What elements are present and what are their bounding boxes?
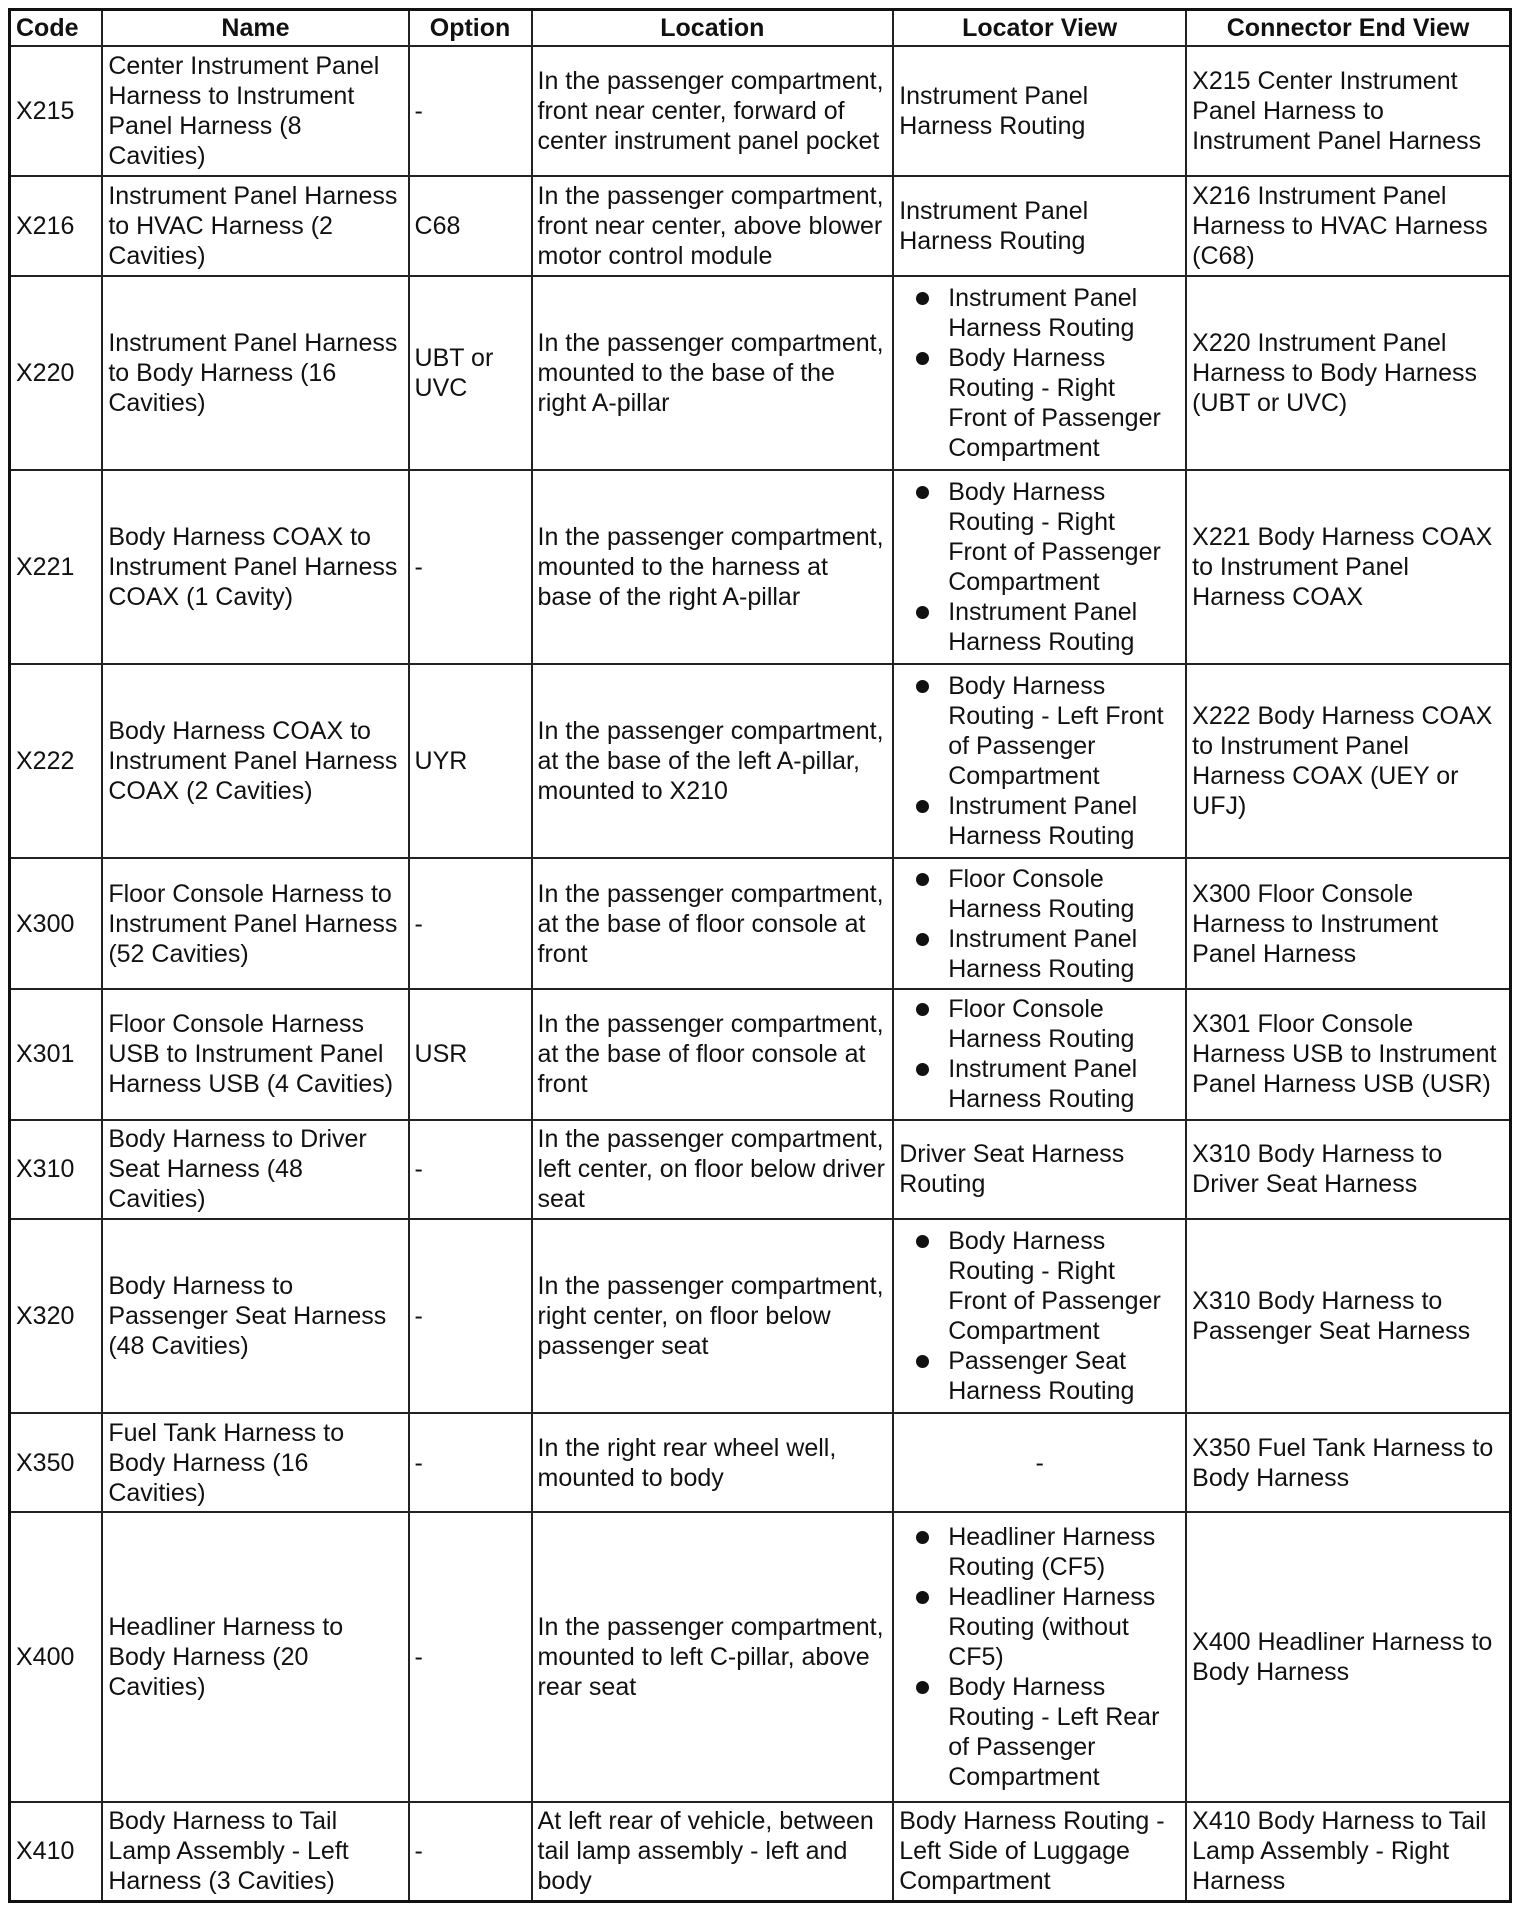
cell-name: Instrument Panel Harness to HVAC Harness (2 Cavities) [102, 176, 408, 275]
cell-name: Center Instrument Panel Harness to Instrument Panel Harness (8 Cavities) [102, 46, 408, 177]
cell-locator-view: - [893, 1413, 1186, 1512]
header-code: Code [10, 10, 103, 46]
locator-view-item [899, 1346, 1180, 1406]
bullet-icon [916, 800, 929, 813]
cell-code: X350 [10, 1413, 103, 1512]
cell-locator-view [893, 989, 1186, 1120]
locator-view-text: Floor Console Harness Routing [948, 995, 1135, 1054]
locator-view-text: Body Harness Routing - Right Front of Passenger Compartment [948, 343, 1161, 462]
locator-view-item [899, 1582, 1180, 1672]
bullet-icon [916, 352, 929, 365]
bullet-icon [916, 1235, 929, 1248]
locator-view-text: Instrument Panel Harness Routing [948, 597, 1138, 656]
locator-view-text: Floor Console Harness Routing [948, 864, 1135, 923]
cell-location: In the passenger compartment, left center, on floor below driver seat [532, 1120, 894, 1219]
bullet-icon [916, 486, 929, 499]
locator-view-item [899, 1672, 1180, 1792]
cell-name: Body Harness to Driver Seat Harness (48 Cavities) [102, 1120, 408, 1219]
locator-view-item [899, 671, 1180, 791]
table-row [10, 176, 1511, 275]
cell-locator-view [893, 1219, 1186, 1413]
locator-view-text: Instrument Panel Harness Routing [948, 924, 1138, 983]
cell-connector-end-view: X310 Body Harness to Driver Seat Harness [1186, 1120, 1510, 1219]
locator-view-text: Passenger Seat Harness Routing [948, 1347, 1135, 1406]
cell-option: UBT or UVC [409, 276, 532, 470]
cell-code: X320 [10, 1219, 103, 1413]
locator-view-item [899, 924, 1180, 984]
cell-location: In the passenger compartment, mounted to left C-pillar, above rear seat [532, 1512, 894, 1801]
cell-locator-view [893, 470, 1186, 664]
locator-view-text: Instrument Panel Harness Routing [948, 283, 1138, 342]
bullet-icon [916, 1591, 929, 1604]
cell-code: X300 [10, 858, 103, 989]
header-connector-end-view: Connector End View [1186, 10, 1510, 46]
cell-name: Body Harness to Tail Lamp Assembly - Left Harness (3 Cavities) [102, 1802, 408, 1902]
cell-location: In the passenger compartment, right center, on floor below passenger seat [532, 1219, 894, 1413]
locator-view-list [899, 671, 1180, 851]
locator-view-text: Headliner Harness Routing (without CF5) [948, 1583, 1156, 1672]
locator-view-text: Instrument Panel Harness Routing [948, 792, 1138, 851]
cell-option: - [409, 1413, 532, 1512]
cell-code: X216 [10, 176, 103, 275]
locator-view-item [899, 597, 1180, 657]
table-row [10, 46, 1511, 177]
locator-view-item [899, 477, 1180, 597]
bullet-icon [916, 1063, 929, 1076]
locator-view-text: Body Harness Routing - Right Front of Passenger Compartment [948, 477, 1161, 596]
cell-name: Body Harness COAX to Instrument Panel Harness COAX (2 Cavities) [102, 664, 408, 858]
cell-location: In the passenger compartment, mounted to the base of the right A-pillar [532, 276, 894, 470]
table-row [10, 1802, 1511, 1902]
locator-view-text: Instrument Panel Harness Routing [948, 1055, 1138, 1114]
cell-connector-end-view: X301 Floor Console Harness USB to Instrument Panel Harness USB (USR) [1186, 989, 1510, 1120]
cell-name: Body Harness COAX to Instrument Panel Harness COAX (1 Cavity) [102, 470, 408, 664]
table-row [10, 1219, 1511, 1413]
table-row [10, 276, 1511, 470]
header-name: Name [102, 10, 408, 46]
cell-connector-end-view: X215 Center Instrument Panel Harness to Instrument Panel Harness [1186, 46, 1510, 177]
header-location: Location [532, 10, 894, 46]
locator-view-list [899, 283, 1180, 463]
locator-view-item [899, 791, 1180, 851]
cell-connector-end-view: X310 Body Harness to Passenger Seat Harness [1186, 1219, 1510, 1413]
cell-locator-view [893, 276, 1186, 470]
cell-option: - [409, 1219, 532, 1413]
cell-option: C68 [409, 176, 532, 275]
table-row [10, 1512, 1511, 1801]
cell-name: Floor Console Harness to Instrument Panel Harness (52 Cavities) [102, 858, 408, 989]
locator-view-text: Body Harness Routing - Right Front of Passenger Compartment [948, 1227, 1161, 1346]
cell-locator-view: Instrument Panel Harness Routing [893, 176, 1186, 275]
bullet-icon [916, 1003, 929, 1016]
cell-locator-view: Instrument Panel Harness Routing [893, 46, 1186, 177]
locator-view-item [899, 283, 1180, 343]
bullet-icon [916, 1681, 929, 1694]
locator-view-item [899, 1054, 1180, 1114]
cell-code: X400 [10, 1512, 103, 1801]
cell-locator-view: Body Harness Routing - Left Side of Luggage Compartment [893, 1802, 1186, 1902]
cell-location: In the right rear wheel well, mounted to body [532, 1413, 894, 1512]
cell-connector-end-view: X300 Floor Console Harness to Instrument Panel Harness [1186, 858, 1510, 989]
cell-option: - [409, 1512, 532, 1801]
locator-view-list [899, 864, 1180, 984]
cell-code: X222 [10, 664, 103, 858]
table-row [10, 470, 1511, 664]
locator-view-list [899, 477, 1180, 657]
cell-connector-end-view: X350 Fuel Tank Harness to Body Harness [1186, 1413, 1510, 1512]
locator-view-list [899, 1226, 1180, 1406]
cell-connector-end-view: X400 Headliner Harness to Body Harness [1186, 1512, 1510, 1801]
locator-view-text: Headliner Harness Routing (CF5) [948, 1523, 1156, 1582]
cell-option: UYR [409, 664, 532, 858]
cell-code: X220 [10, 276, 103, 470]
cell-connector-end-view: X220 Instrument Panel Harness to Body Harness (UBT or UVC) [1186, 276, 1510, 470]
cell-name: Fuel Tank Harness to Body Harness (16 Cavities) [102, 1413, 408, 1512]
header-option: Option [409, 10, 532, 46]
bullet-icon [916, 292, 929, 305]
locator-view-text: Body Harness Routing - Left Front of Passenger Compartment [948, 672, 1164, 791]
cell-location: At left rear of vehicle, between tail lamp assembly - left and body [532, 1802, 894, 1902]
cell-connector-end-view: X410 Body Harness to Tail Lamp Assembly - Right Harness [1186, 1802, 1510, 1902]
table-body [10, 46, 1511, 1902]
cell-location: In the passenger compartment, front near center, forward of center instrument panel pocket [532, 46, 894, 177]
cell-locator-view [893, 1512, 1186, 1801]
bullet-icon [916, 873, 929, 886]
cell-locator-view [893, 664, 1186, 858]
cell-location: In the passenger compartment, at the base of floor console at front [532, 858, 894, 989]
cell-connector-end-view: X221 Body Harness COAX to Instrument Panel Harness COAX [1186, 470, 1510, 664]
cell-name: Floor Console Harness USB to Instrument Panel Harness USB (4 Cavities) [102, 989, 408, 1120]
table-row [10, 1120, 1511, 1219]
cell-code: X410 [10, 1802, 103, 1902]
cell-option: - [409, 1802, 532, 1902]
header-locator-view: Locator View [893, 10, 1186, 46]
bullet-icon [916, 933, 929, 946]
cell-code: X221 [10, 470, 103, 664]
locator-view-item [899, 1226, 1180, 1346]
cell-option: - [409, 1120, 532, 1219]
cell-option: - [409, 470, 532, 664]
cell-location: In the passenger compartment, front near center, above blower motor control module [532, 176, 894, 275]
cell-name: Body Harness to Passenger Seat Harness (48 Cavities) [102, 1219, 408, 1413]
locator-view-item [899, 994, 1180, 1054]
table-row [10, 664, 1511, 858]
header-row [10, 10, 1511, 46]
table-row [10, 858, 1511, 989]
cell-option: - [409, 858, 532, 989]
locator-view-list [899, 994, 1180, 1114]
cell-location: In the passenger compartment, mounted to the harness at base of the right A-pillar [532, 470, 894, 664]
cell-connector-end-view: X222 Body Harness COAX to Instrument Panel Harness COAX (UEY or UFJ) [1186, 664, 1510, 858]
connector-table [8, 8, 1512, 1903]
locator-view-item [899, 1522, 1180, 1582]
bullet-icon [916, 680, 929, 693]
bullet-icon [916, 1355, 929, 1368]
cell-option: USR [409, 989, 532, 1120]
bullet-icon [916, 1531, 929, 1544]
cell-option: - [409, 46, 532, 177]
cell-name: Instrument Panel Harness to Body Harness (16 Cavities) [102, 276, 408, 470]
locator-view-text: Body Harness Routing - Left Rear of Passenger Compartment [948, 1673, 1160, 1792]
cell-name: Headliner Harness to Body Harness (20 Cavities) [102, 1512, 408, 1801]
cell-code: X301 [10, 989, 103, 1120]
cell-connector-end-view: X216 Instrument Panel Harness to HVAC Harness (C68) [1186, 176, 1510, 275]
cell-locator-view [893, 858, 1186, 989]
cell-code: X215 [10, 46, 103, 177]
table-row [10, 989, 1511, 1120]
cell-location: In the passenger compartment, at the base of the left A-pillar, mounted to X210 [532, 664, 894, 858]
locator-view-list [899, 1522, 1180, 1792]
table-row [10, 1413, 1511, 1512]
locator-view-item [899, 343, 1180, 463]
cell-code: X310 [10, 1120, 103, 1219]
locator-view-item [899, 864, 1180, 924]
cell-location: In the passenger compartment, at the base of floor console at front [532, 989, 894, 1120]
cell-locator-view: Driver Seat Harness Routing [893, 1120, 1186, 1219]
bullet-icon [916, 606, 929, 619]
